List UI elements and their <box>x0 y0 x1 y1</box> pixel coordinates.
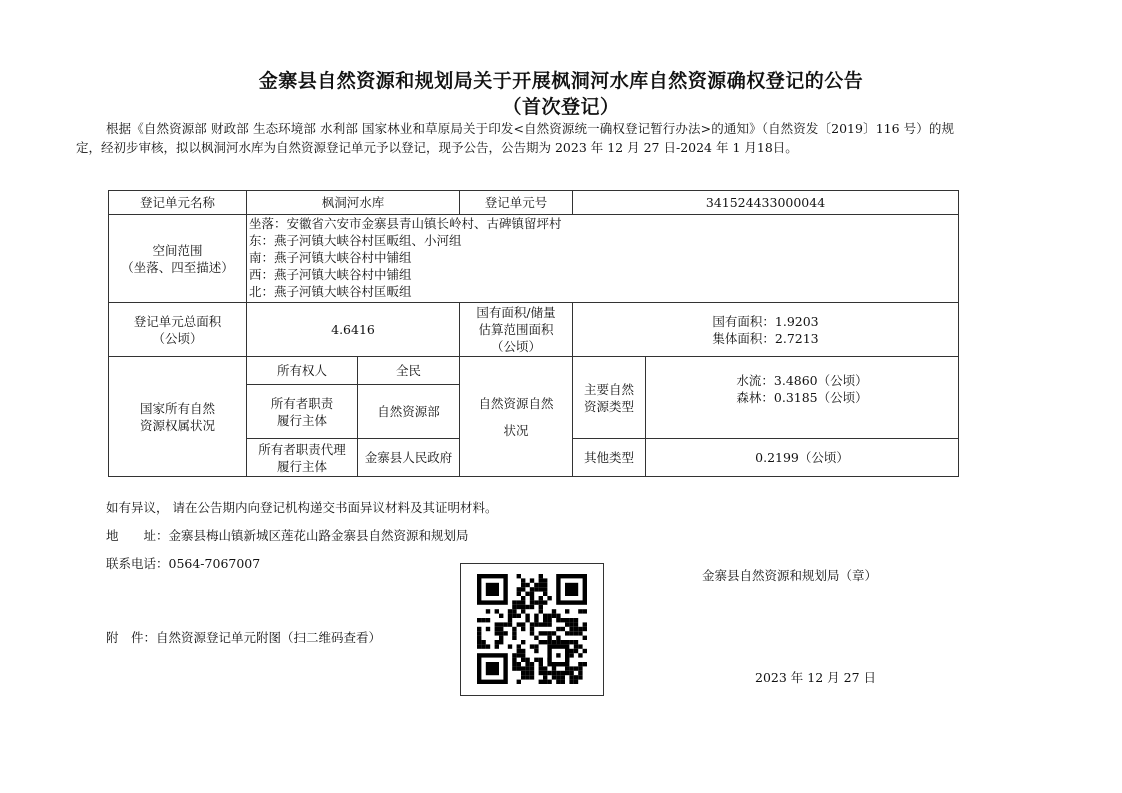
other-type-label: 其他类型 <box>573 439 646 477</box>
agent-label-line: 履行主体 <box>276 458 327 474</box>
collective-area-value: 集体面积：2.7213 <box>712 330 819 346</box>
main-type-values <box>646 357 959 439</box>
owner-label: 所有权人 <box>247 357 358 385</box>
agent-value: 金寨县人民政府 <box>358 439 460 477</box>
total-area-label <box>109 303 247 357</box>
resource-status-label-line: 自然资源自然 <box>478 395 554 411</box>
space-description <box>247 215 959 303</box>
state-area-values <box>573 303 959 357</box>
space-label-line: 空间范围 <box>152 242 203 258</box>
space-line: 东：燕子河镇大峡谷村匡畈组、小河组 <box>249 233 462 248</box>
state-area-label-line: 国有面积/储量 <box>476 305 556 320</box>
table-row <box>109 357 959 385</box>
duty-label <box>247 385 358 439</box>
duty-label-line: 履行主体 <box>276 412 327 428</box>
total-area-value: 4.6416 <box>247 303 460 357</box>
ownership-label-line: 国家所有自然 <box>139 400 215 416</box>
duty-label-line: 所有者职责 <box>270 395 334 411</box>
space-line: 南：燕子河镇大峡谷村中铺组 <box>249 250 412 265</box>
duty-value: 自然资源部 <box>358 385 460 439</box>
resource-status-label-line: 状况 <box>503 422 529 438</box>
owner-value: 全民 <box>358 357 460 385</box>
agent-label <box>247 439 358 477</box>
qr-code[interactable] <box>460 563 604 696</box>
forest-value: 森林：0.3185（公顷） <box>736 390 868 405</box>
water-value: 水流：3.4860（公顷） <box>736 373 868 388</box>
state-area-label <box>460 303 573 357</box>
main-type-label-line: 资源类型 <box>584 398 635 414</box>
unit-name-label: 登记单元名称 <box>109 191 247 215</box>
intro-paragraph: 根据《自然资源部 财政部 生态环境部 水利部 国家林业和草原局关于印发<自然资源统一确权登记暂行办法>的通知》（自然资发〔2019〕116 号）的规定，经初步审核，拟以枫洞河水库为自然资源登记单元予以登记，现予公告，公告期为 2023 年 12 月 27 日-2024 年 1 月18日。 <box>76 121 954 155</box>
space-label <box>109 215 247 303</box>
issue-date: 2023 年 12 月 27 日 <box>755 670 876 685</box>
unit-no-value: 341524433000044 <box>573 191 959 215</box>
main-type-label <box>573 357 646 439</box>
space-line: 北：燕子河镇大峡谷村匡畈组 <box>249 284 412 299</box>
other-type-value: 0.2199（公顷） <box>646 439 959 477</box>
notice-title: 金寨县自然资源和规划局关于开展枫洞河水库自然资源确权登记的公告 <box>258 70 864 92</box>
qr-code-icon <box>477 574 587 684</box>
space-label-line: （坐落、四至描述） <box>121 259 234 275</box>
table-row <box>109 191 959 215</box>
ownership-label <box>109 357 247 477</box>
objection-note: 如有异议， 请在公告期内向登记机构递交书面异议材料及其证明材料。 <box>106 500 498 515</box>
address-line: 地 址：金寨县梅山镇新城区莲花山路金寨县自然资源和规划局 <box>106 528 469 543</box>
table-row <box>109 303 959 357</box>
phone-line: 联系电话：0564-7067007 <box>106 556 261 571</box>
issuer-seal: 金寨县自然资源和规划局（章） <box>702 568 878 583</box>
table-row <box>109 215 959 303</box>
unit-name-value: 枫洞河水库 <box>247 191 460 215</box>
space-line: 西：燕子河镇大峡谷村中铺组 <box>249 267 412 282</box>
state-area-value: 国有面积：1.9203 <box>712 313 819 329</box>
total-area-label-line: 登记单元总面积 <box>133 313 222 329</box>
main-type-label-line: 主要自然 <box>584 381 635 397</box>
space-line: 坐落：安徽省六安市金寨县青山镇长岭村、古碑镇留坪村 <box>249 216 562 231</box>
total-area-label-line: （公顷） <box>152 330 203 346</box>
registration-table <box>108 190 959 477</box>
unit-no-label: 登记单元号 <box>460 191 573 215</box>
attachment-line: 附 件：自然资源登记单元附图（扫二维码查看） <box>106 630 382 645</box>
notice-subtitle: （首次登记） <box>502 96 620 118</box>
ownership-label-line: 资源权属状况 <box>139 417 215 433</box>
resource-status-label <box>460 357 573 477</box>
state-area-label-line: 估算范围面积 <box>478 322 554 337</box>
agent-label-line: 所有者职责代理 <box>258 441 346 457</box>
state-area-label-line: （公顷） <box>491 339 542 354</box>
